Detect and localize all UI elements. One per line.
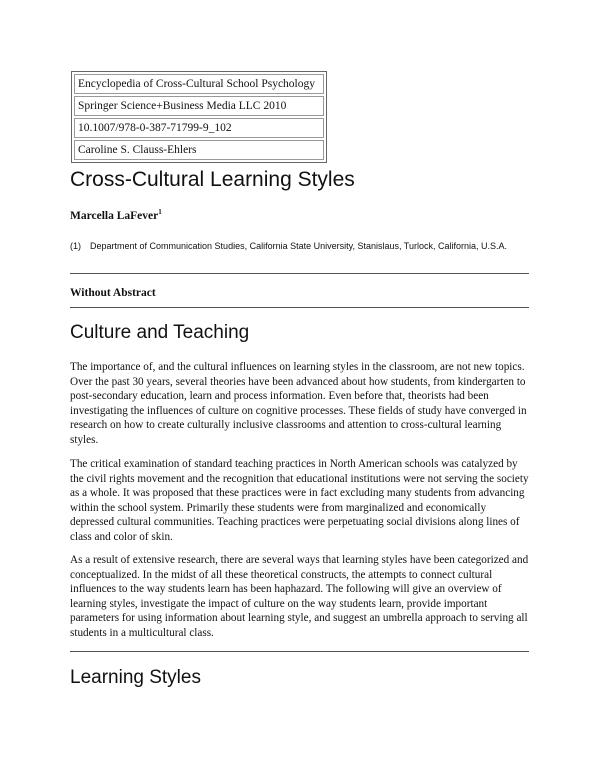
affiliation-number: (1) [70,241,81,251]
metadata-row [74,74,324,94]
abstract-label: Without Abstract [70,287,156,299]
section-heading-learning-styles: Learning Styles [70,667,201,688]
author-line [70,208,162,222]
metadata-row [74,140,324,160]
divider [70,307,529,308]
metadata-publisher: Springer Science+Business Media LLC 2010 [74,96,324,116]
author-name: Marcella LaFever [70,209,159,222]
paragraph: The critical examination of standard teaching practices in North American schools was catalyzed by the civil rights movement and the recognition that educational institutions were not serving the society as a whole. It was proposed that these practices were in fact excluding many students from advancing within the school system. Primarily these students were from marginalized and economically depressed cultural communities. Teaching practices were perpetuating social divisions along lines of class and color of skin. [70,458,529,543]
section-heading-culture-and-teaching: Culture and Teaching [70,322,250,343]
metadata-row [74,118,324,138]
divider [70,273,529,274]
metadata-table [71,71,327,163]
metadata-book-title: Encyclopedia of Cross-Cultural School Psychology [74,74,324,94]
paragraph: As a result of extensive research, there are several ways that learning styles have been categorized and conceptualized. In the midst of all these theoretical constructs, the attempts to connect cultural influences to the way students learn has been haphazard. The following will give an overview of learning styles, investigate the impact of culture on the way students learn, provide important parameters for using information about learning style, and suggest an umbrella approach to serving all students in a multicultural class. [70,554,529,639]
metadata-row [74,96,324,116]
divider [70,651,529,652]
article-title: Cross-Cultural Learning Styles [70,168,355,191]
metadata-editor: Caroline S. Clauss-Ehlers [74,140,324,160]
metadata-doi: 10.1007/978-0-387-71799-9_102 [74,118,324,138]
author-affiliation-marker: 1 [158,208,162,216]
affiliation-text: Department of Communication Studies, California State University, Stanislaus, Turlock, California, U.S.A. [90,241,508,251]
paragraph: The importance of, and the cultural influences on learning styles in the classroom, are not new topics. Over the past 30 years, several theories have been advanced about how students, from kindergarten to post-secondary education, learn and process information. Even before that, theorists had been investigating the influences of culture on cognitive processes. These fields of study have converged in research on how to create culturally inclusive classrooms and attention to cross-cultural learning styles. [70,361,527,446]
affiliation [70,240,530,252]
